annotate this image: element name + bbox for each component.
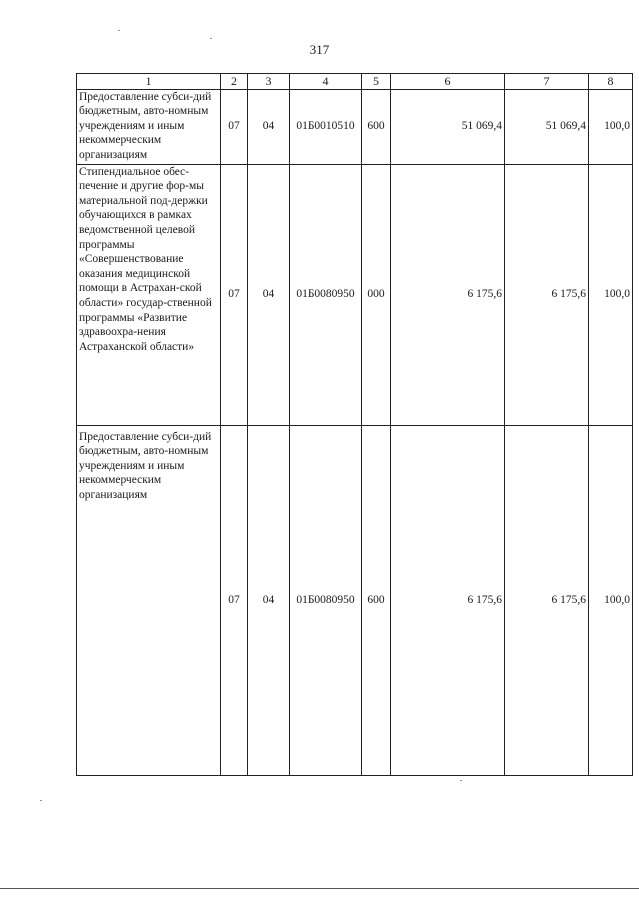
scan-speck	[460, 780, 462, 781]
row-amount-planned: 51 069,4	[391, 89, 505, 164]
row-amount-executed: 6 175,6	[505, 425, 589, 775]
table-row	[77, 164, 633, 425]
row-percent: 100,0	[589, 89, 633, 164]
row-section: 07	[221, 164, 248, 425]
header-cell-7: 7	[505, 74, 589, 90]
row-expense-type: 000	[362, 164, 391, 425]
row-section: 07	[221, 89, 248, 164]
row-percent: 100,0	[589, 164, 633, 425]
row-percent: 100,0	[589, 425, 633, 775]
scan-speck	[210, 38, 212, 39]
row-name: Предоставление субси-дий бюджетным, авто-номным учреждениям и иным некоммерческим организациям	[77, 89, 221, 164]
row-amount-executed: 6 175,6	[505, 164, 589, 425]
header-cell-6: 6	[391, 74, 505, 90]
row-section: 07	[221, 425, 248, 775]
table-row	[77, 89, 633, 164]
row-amount-planned: 6 175,6	[391, 425, 505, 775]
header-row	[77, 74, 633, 90]
header-cell-4: 4	[290, 74, 362, 90]
row-subsection: 04	[248, 425, 290, 775]
budget-table	[76, 73, 633, 776]
row-target-article: 01Б0010510	[290, 89, 362, 164]
header-cell-8: 8	[589, 74, 633, 90]
scan-edge-line	[0, 888, 639, 889]
row-target-article: 01Б0080950	[290, 425, 362, 775]
row-subsection: 04	[248, 164, 290, 425]
table-row	[77, 425, 633, 775]
row-amount-executed: 51 069,4	[505, 89, 589, 164]
row-expense-type: 600	[362, 425, 391, 775]
scan-speck	[40, 800, 42, 801]
header-cell-2: 2	[221, 74, 248, 90]
scan-speck	[118, 30, 120, 31]
page-number: 317	[309, 42, 330, 57]
header-cell-3: 3	[248, 74, 290, 90]
header-cell-1: 1	[77, 74, 221, 90]
row-name: Предоставление субси-дий бюджетным, авто-номным учреждениям и иным некоммерческим организациям	[77, 425, 221, 775]
row-subsection: 04	[248, 89, 290, 164]
row-name: Стипендиальное обес-печение и другие фор-мы материальной под-держки обучающихся в рамках ведомственной целевой программы «Совершенствование оказания медицинской помощи в Астрахан-ской области» государ-ственной программы «Развитие здравоохра-нения Астраханской области»	[77, 164, 221, 425]
row-target-article: 01Б0080950	[290, 164, 362, 425]
header-cell-5: 5	[362, 74, 391, 90]
row-expense-type: 600	[362, 89, 391, 164]
row-amount-planned: 6 175,6	[391, 164, 505, 425]
